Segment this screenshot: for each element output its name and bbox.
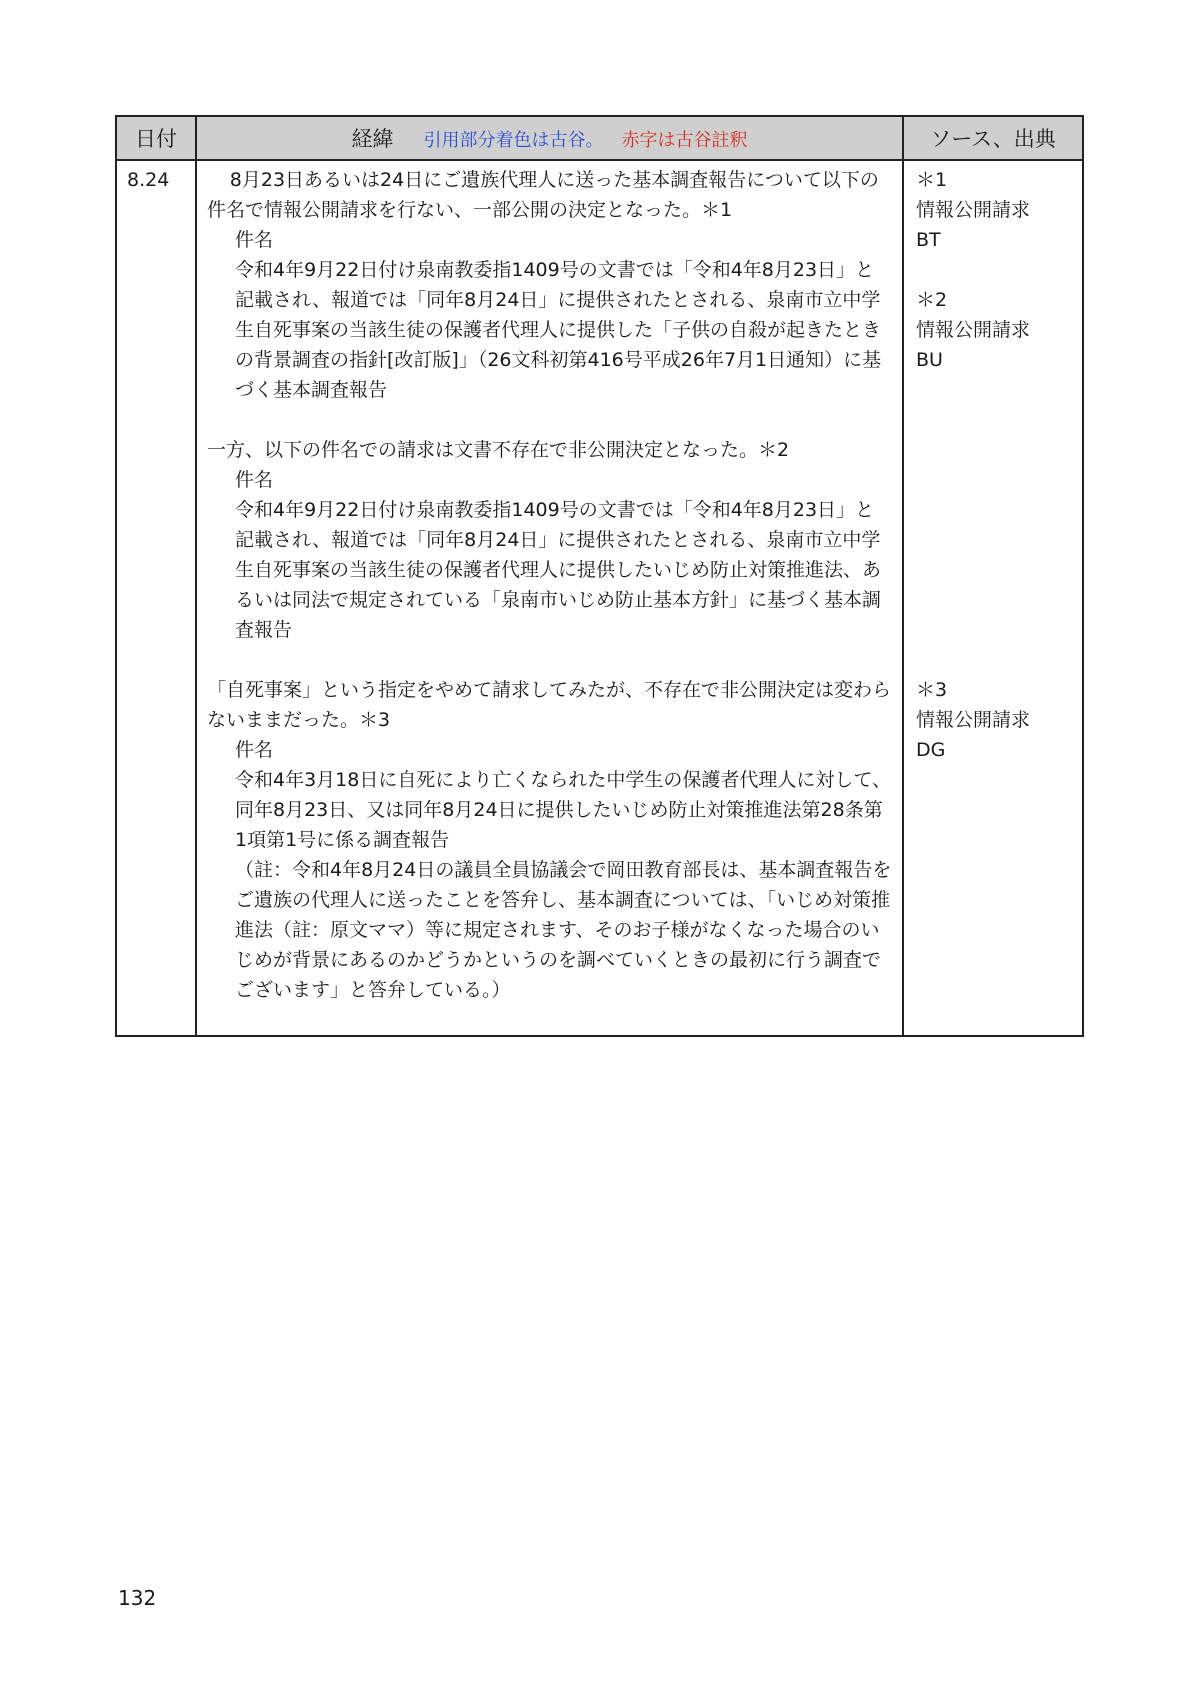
header-source: ソース、出典 bbox=[903, 116, 1083, 160]
source-3-kind: 情報公開請求 bbox=[916, 709, 1031, 731]
header-events bbox=[196, 116, 903, 160]
source-2-kind: 情報公開請求 bbox=[916, 319, 1031, 341]
block2-label: 件名 bbox=[235, 469, 274, 491]
source-cell bbox=[903, 160, 1083, 1036]
source-1-kind: 情報公開請求 bbox=[916, 199, 1031, 221]
source-3-mark: ＊3 bbox=[916, 679, 948, 701]
date-cell: 8.24 bbox=[116, 160, 196, 1036]
table-row bbox=[116, 160, 1083, 1036]
block1-lead: 8月23日あるいは24日にご遺族代理人に送った基本調査報告について以下の件名で情報公開請求を行ない、一部公開の決定となった。＊1 bbox=[207, 169, 879, 221]
source-3-code: DG bbox=[916, 739, 946, 761]
legend-red-note: 赤字は古谷註釈 bbox=[621, 130, 748, 151]
block2-lead: 一方、以下の件名での請求は文書不存在で非公開決定となった。＊2 bbox=[207, 439, 790, 461]
block3-label: 件名 bbox=[235, 739, 274, 761]
header-events-label: 経緯 bbox=[351, 127, 394, 151]
source-2-code: BU bbox=[916, 349, 943, 371]
block2-subject: 令和4年9月22日付け泉南教委指1409号の文書では「令和4年8月23日」と記載され、報道では「同年8月24日」に提供されたとされる、泉南市立中学生自死事案の当該生徒の保護者代理人に提供したいじめ防止対策推進法、あるいは同法で規定されている「泉南市いじめ防止基本方針」に基づく基本調査報告 bbox=[235, 499, 882, 641]
legend-blue-note: 引用部分着色は古谷。 bbox=[423, 130, 604, 151]
source-1-mark: ＊1 bbox=[916, 169, 948, 191]
header-date: 日付 bbox=[116, 116, 196, 160]
table-header-row bbox=[116, 116, 1083, 160]
block3-note: （註：令和4年8月24日の議員全員協議会で岡田教育部長は、基本調査報告をご遺族の代理人に送ったことを答弁し、基本調査については、「いじめ対策推進法（註：原文ママ）等に規定されます、そのお子様がなくなった場合のいじめが背景にあるのかどうかというのを調べていくときの最初に行う調査でございます」と答弁している。） bbox=[235, 859, 892, 1001]
block1-label: 件名 bbox=[235, 229, 274, 251]
block1-subject: 令和4年9月22日付け泉南教委指1409号の文書では「令和4年8月23日」と記載され、報道では「同年8月24日」に提供されたとされる、泉南市立中学生自死事案の当該生徒の保護者代理人に提供した「子供の自殺が起きたときの背景調査の指針[改訂版]」（26文科初第416号平成26年7月1日通知）に基づく基本調査報告 bbox=[235, 259, 882, 401]
block3-subject-block bbox=[207, 735, 892, 1005]
block3-subject: 令和4年3月18日に自死により亡くなられた中学生の保護者代理人に対して、同年8月23日、又は同年8月24日に提供したいじめ防止対策推進法第28条第1項第1号に係る調査報告 bbox=[235, 769, 891, 851]
block1-subject-block bbox=[207, 225, 892, 405]
block3-lead: 「自死事案」という指定をやめて請求してみたが、不存在で非公開決定は変わらないままだった。＊3 bbox=[207, 679, 892, 731]
source-1-code: BT bbox=[916, 229, 941, 251]
page-number: 132 bbox=[118, 1586, 157, 1610]
timeline-table bbox=[115, 115, 1084, 1037]
source-2-mark: ＊2 bbox=[916, 289, 948, 311]
events-cell bbox=[196, 160, 903, 1036]
block2-subject-block bbox=[207, 465, 892, 645]
